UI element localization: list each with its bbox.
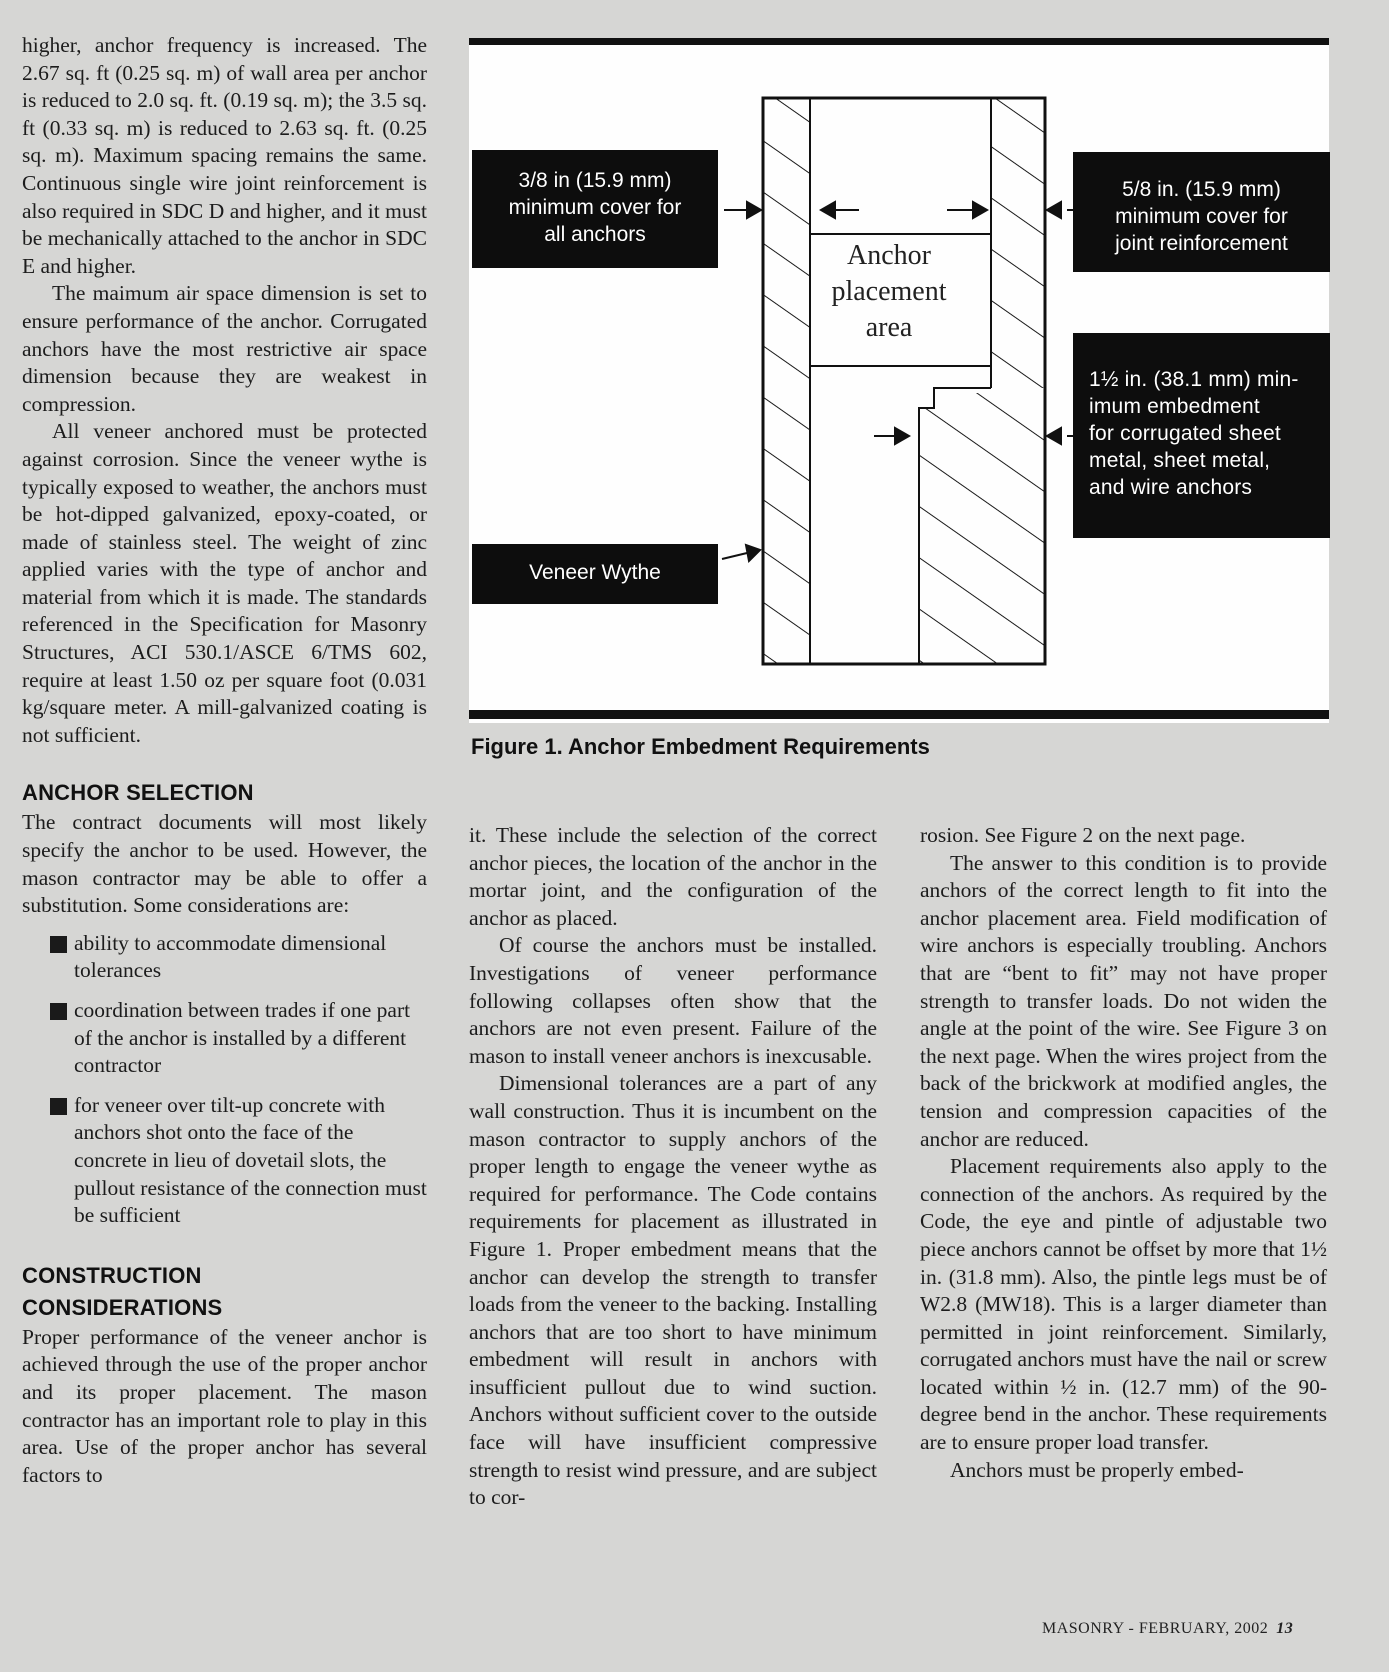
paragraph: The maimum air space dimension is set to ensure performance of the anchor. Corrugated anchors have the most restrictive air space dimension because they are weakest in compression. (22, 281, 427, 416)
page-number: 13 (1276, 1620, 1294, 1637)
square-bullet-icon (50, 936, 67, 953)
figure-bottom-rule (469, 710, 1329, 719)
page-footer (1042, 1620, 1293, 1638)
considerations-list (22, 930, 427, 1230)
section-heading-construction: CONSTRUCTION CONSIDERATIONS (22, 1262, 223, 1320)
list-item: for veneer over tilt-up concrete with anchors shot onto the face of the concrete in lieu of dovetail slots, the pullout resistance of the connection must be sufficient (22, 1092, 427, 1230)
figure-caption: Figure 1. Anchor Embedment Requirements (471, 734, 930, 759)
label-box-veneer-wythe: Veneer Wythe (472, 544, 718, 604)
backing-hatch-lower (919, 393, 1045, 664)
text-column-3 (920, 822, 1327, 1484)
section-heading-anchor-selection: ANCHOR SELECTION (22, 780, 254, 806)
paragraph: Proper performance of the veneer anchor is achieved through the use of the proper anchor and its proper placement. The mason contractor has an important role to play in this area. Use of the proper anchor has several factors to (22, 1324, 427, 1487)
list-item: ability to accommodate dimensional tolerances (22, 930, 427, 985)
text-column-2 (469, 822, 877, 1512)
paragraph: it. These include the selection of the correct anchor pieces, the location of the anchor in the mortar joint, and the configuration of the anchor as placed. (469, 823, 877, 930)
paragraph: All veneer anchored must be protected against corrosion. Since the veneer wythe is typically exposed to weather, the anchors must be hot-dipped galvanized, epoxy-coated, or made of stainless steel. The weight of zinc applied varies with the type of anchor and material from which it is made. The standards referenced in the Specification for Masonry Structures, ACI 530.1/ASCE 6/TMS 602, require at least 1.50 oz per square foot (0.031 kg/square meter. A mill-galvanized coating is not sufficient. (22, 419, 427, 747)
list-item: coordination between trades if one part of the anchor is installed by a different contractor (22, 997, 427, 1080)
label-box-joint-cover: 5/8 in. (15.9 mm) minimum cover for joint reinforcement (1073, 152, 1330, 272)
figure-anchor-embedment (469, 38, 1329, 723)
square-bullet-icon (50, 1003, 67, 1020)
paragraph: The contract documents will most likely specify the anchor to be used. However, the mason contractor may be able to offer a substitution. Some considerations are: (22, 810, 427, 918)
footer-publication: MASONRY - FEBRUARY, 2002 (1042, 1620, 1269, 1637)
label-box-embedment: 1½ in. (38.1 mm) min- imum embedment for corrugated sheet metal, sheet metal, and wire anchors (1073, 333, 1330, 538)
paragraph: higher, anchor frequency is increased. The 2.67 sq. ft (0.25 sq. m) of wall area per anchor is reduced to 2.0 sq. ft. (0.19 sq. m); the 3.5 sq. ft (0.33 sq. m) is reduced to 2.63 sq. ft. (0.25 sq. m). Maximum spacing remains the same. Continuous single wire joint reinforcement is also required in SDC D and higher, and it must be mechanically attached to the anchor in SDC E and higher. (22, 33, 427, 278)
paragraph: The answer to this condition is to provide anchors of the correct length to fit into the anchor placement area. Field modification of wire anchors is especially troubling. Anchors that are “bent to fit” may not have proper strength to transfer loads. Do not widen the angle at the point of the wire. See Figure 3 on the next page. When the wires project from the back of the brickwork at modified angles, the tension and compression capacities of the anchor are reduced. (920, 850, 1327, 1151)
anchor-placement-label: Anchor placement area (831, 240, 947, 343)
figure-top-rule (469, 38, 1329, 45)
text-column-1 (22, 32, 427, 1489)
square-bullet-icon (50, 1098, 67, 1115)
veneer-wythe-hatch (763, 98, 810, 664)
paragraph: Of course the anchors must be installed. Investigations of veneer performance following collapses often show that the anchors are not even present. Failure of the mason to install veneer anchors is inexcusable. (469, 933, 877, 1068)
paragraph: rosion. See Figure 2 on the next page. (920, 823, 1246, 847)
paragraph: Placement requirements also apply to the connection of the anchors. As required by the Code, the eye and pintle of adjustable two piece anchors cannot be offset by more that 1½ in. (31.8 mm). Also, the pintle legs must be of W2.8 (MW18). This is a larger diameter than permitted in joint reinforcement. Similarly, corrugated anchors must have the nail or screw located within ½ in. (12.7 mm) of the 90-degree bend in the anchor. These requirements are to ensure proper load transfer. (920, 1154, 1327, 1455)
paragraph: Dimensional tolerances are a part of any wall construction. Thus it is incumbent on the mason contractor to supply anchors of the proper length to engage the veneer wythe as required for performance. The Code contains requirements for placement as illustrated in Figure 1. Proper embedment means that the anchor can develop the strength to transfer loads from the veneer to the backing. Installing anchors that are too short to have minimum embedment will result in anchors with insufficient pullout due to wind suction. Anchors without sufficient cover to the outside face will have insufficient compressive strength to resist wind pressure, and are subject to cor- (469, 1071, 877, 1510)
paragraph: Anchors must be properly embed- (950, 1457, 1244, 1482)
backing-hatch-upper (991, 98, 1045, 388)
label-box-anchor-cover: 3/8 in (15.9 mm) minimum cover for all anchors (472, 150, 718, 268)
